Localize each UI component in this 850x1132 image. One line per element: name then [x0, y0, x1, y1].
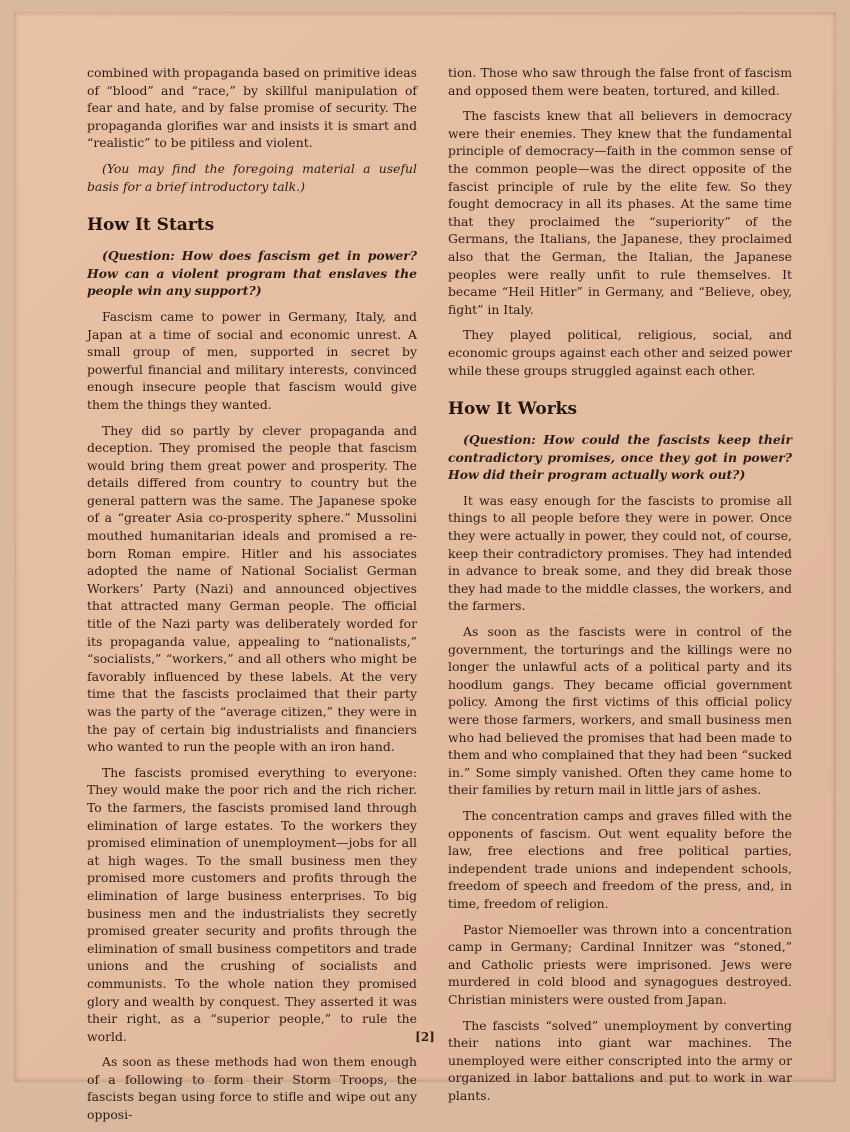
introductory-note: (You may find the foregoing material a useful basis for a brief introductory talk.) [87, 160, 417, 194]
section-heading-how-it-works: How It Works [448, 399, 578, 420]
left-column [87, 64, 417, 1132]
paragraph: They did so partly by clever propaganda and deception. They promised the people that fascism would bring them great power and prosperity. The details differed from country to country but the general pattern was the same. The Japanese spoke of a “greater Asia co-prosperity sphere.” Mussolini mouthed humanitarian ideals and promised a re-born Roman empire. Hitler and his associates adopted the name of National Socialist German Workers’ Party (Nazi) and announced objectives that attracted many German people. The official title of the Nazi party was deliberately worded for its propaganda value, appealing to “nationalists,” “socialists,” “workers,” and all others who might be favorably influenced by these labels. At the very time that the fascists proclaimed that their party was the party of the “average citizen,” they were in the pay of certain big industrialists and financiers who wanted to run the people with an iron hand. [87, 422, 417, 755]
section-heading-how-it-starts: How It Starts [87, 215, 215, 236]
question-how-it-starts: (Question: How does fascism get in power? How can a violent program that enslaves the people win any support?) [87, 248, 417, 299]
paragraph: The concentration camps and graves filled with the opponents of fascism. Out went equality before the law, free elections and free political parties, independent trade unions and independent schools, freedom of speech and freedom of the press, and, in time, freedom of religion. [448, 807, 792, 911]
paragraph: Pastor Niemoeller was thrown into a concentration camp in Germany; Cardinal Innitzer was “stoned,” and Catholic priests were imprisoned. Jews were murdered in cold blood and synagogues destroyed. Christian ministers were ousted from Japan. [448, 921, 792, 1007]
paragraph: As soon as these methods had won them enough of a following to form their Storm Troops, the fascists began using force to stifle and wipe out any opposi- [87, 1054, 417, 1123]
question-how-it-works: (Question: How could the fascists keep their contradictory promises, once they got in power? How did their program actually work out?) [448, 432, 792, 483]
page-number: [2] [415, 1030, 435, 1044]
intro-paragraph: combined with propaganda based on primitive ideas of “blood” and “race,” by skillful manipulation of fear and hate, and by false promise of security. The propaganda glorifies war and insists it is smart and “realistic” to be pitiless and violent. [87, 65, 417, 151]
paragraph: Fascism came to power in Germany, Italy, and Japan at a time of social and economic unrest. A small group of men, supported in secret by powerful financial and military interests, convinced enough insecure people that fascism would give them the things they wanted. [87, 308, 417, 412]
paragraph: The fascists knew that all believers in democracy were their enemies. They knew that the fundamental principle of democracy—faith in the common sense of the common people—was the direct opposite of the fascist principle of rule by the elite few. So they fought democracy in all its phases. At the same time that they proclaimed the “superiority” of the Germans, the Italians, the Japanese, they proclaimed also that the German, the Italian, the Japanese peoples were really unfit to rule themselves. It became “Heil Hitler” in Germany, and “Believe, obey, fight” in Italy. [448, 108, 792, 317]
document-page [14, 12, 836, 1123]
paragraph: The fascists “solved” unemployment by converting their nations into giant war machines. The unemployed were either conscripted into the army or organized in labor battalions and put to work in war plants. [448, 1017, 792, 1103]
right-column [448, 64, 792, 1112]
continued-paragraph: tion. Those who saw through the false front of fascism and opposed them were beaten, tortured, and killed. [448, 65, 792, 98]
paragraph: It was easy enough for the fascists to promise all things to all people before they were in power. Once they were actually in power, they could not, of course, keep their contradictory promises. They had intended in advance to break some, and they did break those they had made to the middle classes, the workers, and the farmers. [448, 492, 792, 614]
paragraph: They played political, religious, social, and economic groups against each other and seized power while these groups struggled against each other. [448, 327, 792, 378]
paragraph: The fascists promised everything to everyone: They would make the poor rich and the rich richer. To the farmers, the fascists promised land through elimination of large estates. To the workers they promised elimination of unemployment—jobs for all at high wages. To the small business men they promised more customers and profits through the elimination of large business enterprises. To big business men and the industrialists they secretly promised greater security and profits through the elimination of small business competitors and trade unions and the crushing of socialists and communists. To the whole nation they promised glory and wealth by conquest. They asserted it was their right, as a “superior people,” to rule the world. [87, 764, 417, 1044]
paragraph: As soon as the fascists were in control of the government, the torturings and the killings were no longer the unlawful acts of a political party and its hoodlum gangs. They became official government policy. Among the first victims of this official policy were those farmers, workers, and small business men who had believed the promises that had been made to them and who complained that they had been “sucked in.” Some simply vanished. Often they came home to their families by return mail in little jars of ashes. [448, 624, 792, 798]
